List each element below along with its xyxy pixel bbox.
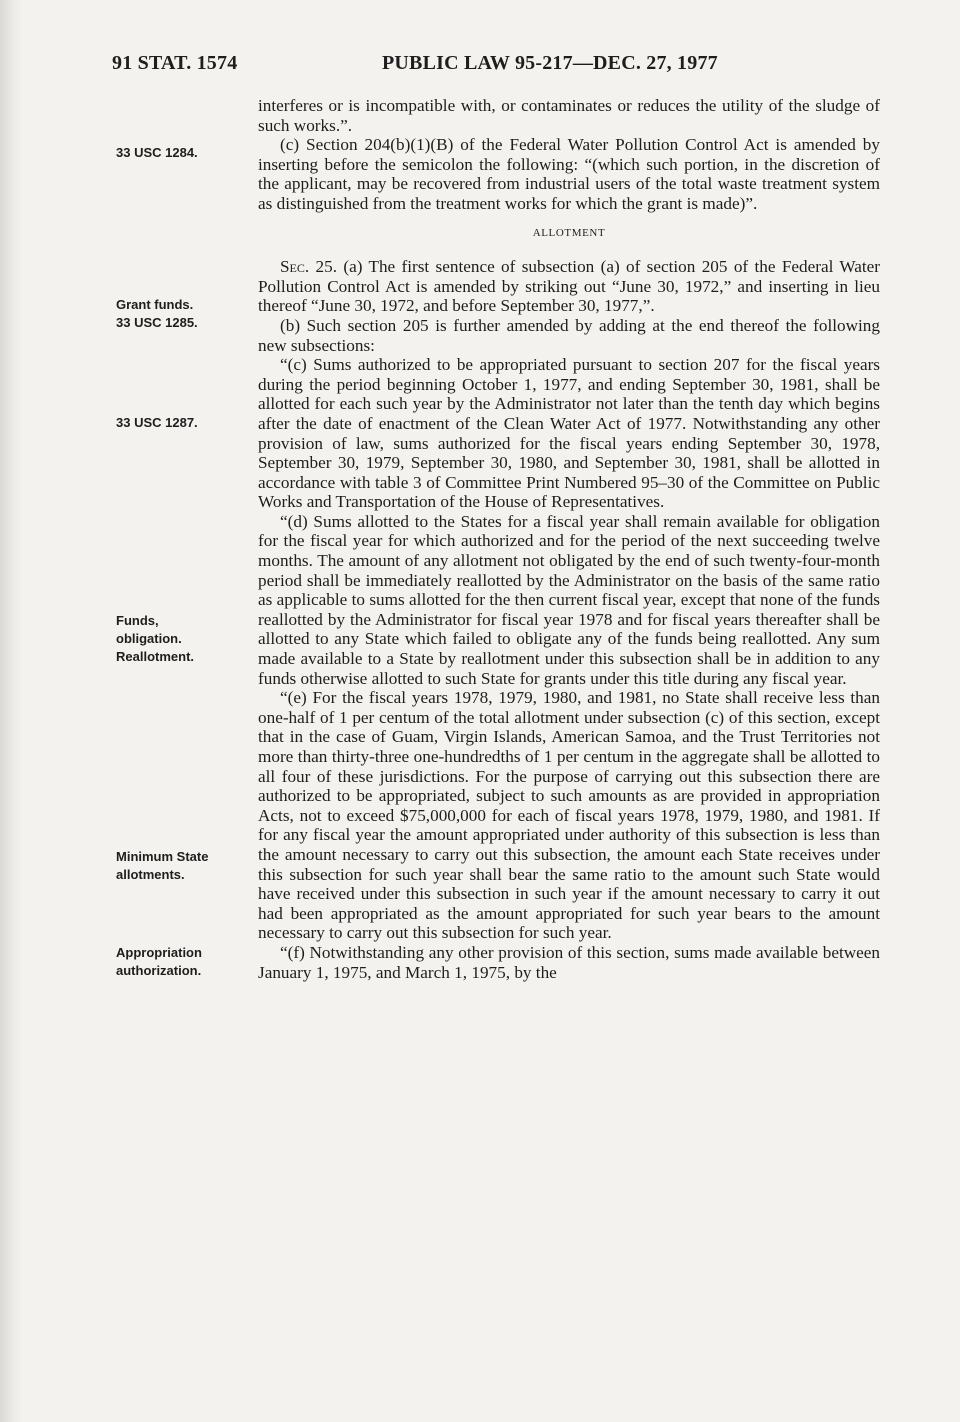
statute-body bbox=[258, 96, 880, 982]
paragraph-section-c: (c) Section 204(b)(1)(B) of the Federal Water Pollution Control Act is amended by inserting before the semicolon the following: “(which such portion, in the discretion of the applicant, may be recovered from industrial users of the total waste treatment system as distinguished from the treatment works for which the grant is made)”. bbox=[258, 135, 880, 213]
margin-note-grant-funds: Grant funds. 33 USC 1285. bbox=[116, 297, 198, 330]
margin-note-usc-1287: 33 USC 1287. bbox=[116, 415, 198, 430]
paragraph-subsection-e: “(e) For the fiscal years 1978, 1979, 1980, and 1981, no State shall receive less than one-half of 1 per centum of the total allotment under subsection (c) of this section, except that in the case of Guam, Virgin Islands, American Samoa, and the Trust Territories not more than thirty-three one-hundredths of 1 per centum in the aggregate shall be allotted to all four of these jurisdictions. For the purpose of carrying out this subsection there are authorized to be appropriated, subject to such amounts as are provided in appropriation Acts, not to exceed $75,000,000 for each of fiscal years 1978, 1979, 1980, and 1981. If for any fiscal year the amount appropriated under authority of this subsection is less than the amount necessary to carry out this subsection, the amount each State receives under this subsection for such year shall bear the same ratio to the amount such State would have received under this subsection in such year if the amount necessary to carry it out had been appropriated as the amount appropriated for such year bears to the amount necessary to carry out this subsection for such year. bbox=[258, 688, 880, 943]
margin-note-funds-obligation: Funds, obligation. Reallotment. bbox=[116, 613, 195, 664]
section-heading-allotment: ALLOTMENT bbox=[532, 226, 606, 239]
paragraph-sec-25-a bbox=[258, 257, 880, 316]
margin-note-usc-1284: 33 USC 1284. bbox=[116, 145, 198, 160]
running-title: PUBLIC LAW 95-217—DEC. 27, 1977 bbox=[382, 52, 718, 74]
margin-note-minimum-state-allotments: Minimum State allotments. bbox=[116, 849, 209, 882]
page-binding-edge bbox=[0, 0, 22, 1422]
statute-page-number: 91 STAT. 1574 bbox=[112, 52, 238, 74]
page-header bbox=[112, 52, 880, 82]
section-label: Sec. 25. bbox=[280, 257, 338, 277]
paragraph-subsection-d: “(d) Sums allotted to the States for a fiscal year shall remain available for obligation for the fiscal year for which authorized and for the period of the next succeeding twelve months. The amount of any allotment not obligated by the end of such twenty-four-month period shall be immediately reallotted by the Administrator on the basis of the same ratio as applicable to sums allotted for the then current fiscal year, except that none of the funds reallotted by the Administrator for fiscal year 1978 and for fiscal years thereafter shall be allotted to any State which failed to obligate any of the funds being reallotted. Any sum made available to a State by reallotment under this subsection shall be in addition to any funds otherwise allotted to such State for grants under this title during any fiscal year. bbox=[258, 511, 880, 688]
paragraph-subsection-c: “(c) Sums authorized to be appropriated pursuant to section 207 for the fiscal years during the period beginning October 1, 1977, and ending September 30, 1981, shall be allotted for each such year by the Administrator not later than the tenth day which begins after the date of enactment of the Clean Water Act of 1977. Notwithstanding any other provision of law, sums authorized for the fiscal years ending September 30, 1978, September 30, 1979, September 30, 1980, and September 30, 1981, shall be allotted in accordance with table 3 of Committee Print Numbered 95–30 of the Committee on Public Works and Transportation of the House of Representatives. bbox=[258, 355, 880, 512]
paragraph-continuation: interferes or is incompatible with, or contaminates or reduces the utility of the sludge of such works.”. bbox=[258, 96, 880, 135]
margin-note-appropriation-authorization: Appropriation authorization. bbox=[116, 945, 202, 978]
paragraph-subsection-f: “(f) Notwithstanding any other provision of this section, sums made available between January 1, 1975, and March 1, 1975, by the bbox=[258, 942, 880, 982]
paragraph-sec-25-a-text: (a) The first sentence of subsection (a) of section 205 of the Federal Water Pollution Control Act is amended by striking out “June 30, 1972,” and inserting in lieu thereof “June 30, 1972, and before September 30, 1977,”. bbox=[258, 257, 880, 316]
paragraph-section-b: (b) Such section 205 is further amended by adding at the end thereof the following new subsections: bbox=[258, 315, 880, 355]
